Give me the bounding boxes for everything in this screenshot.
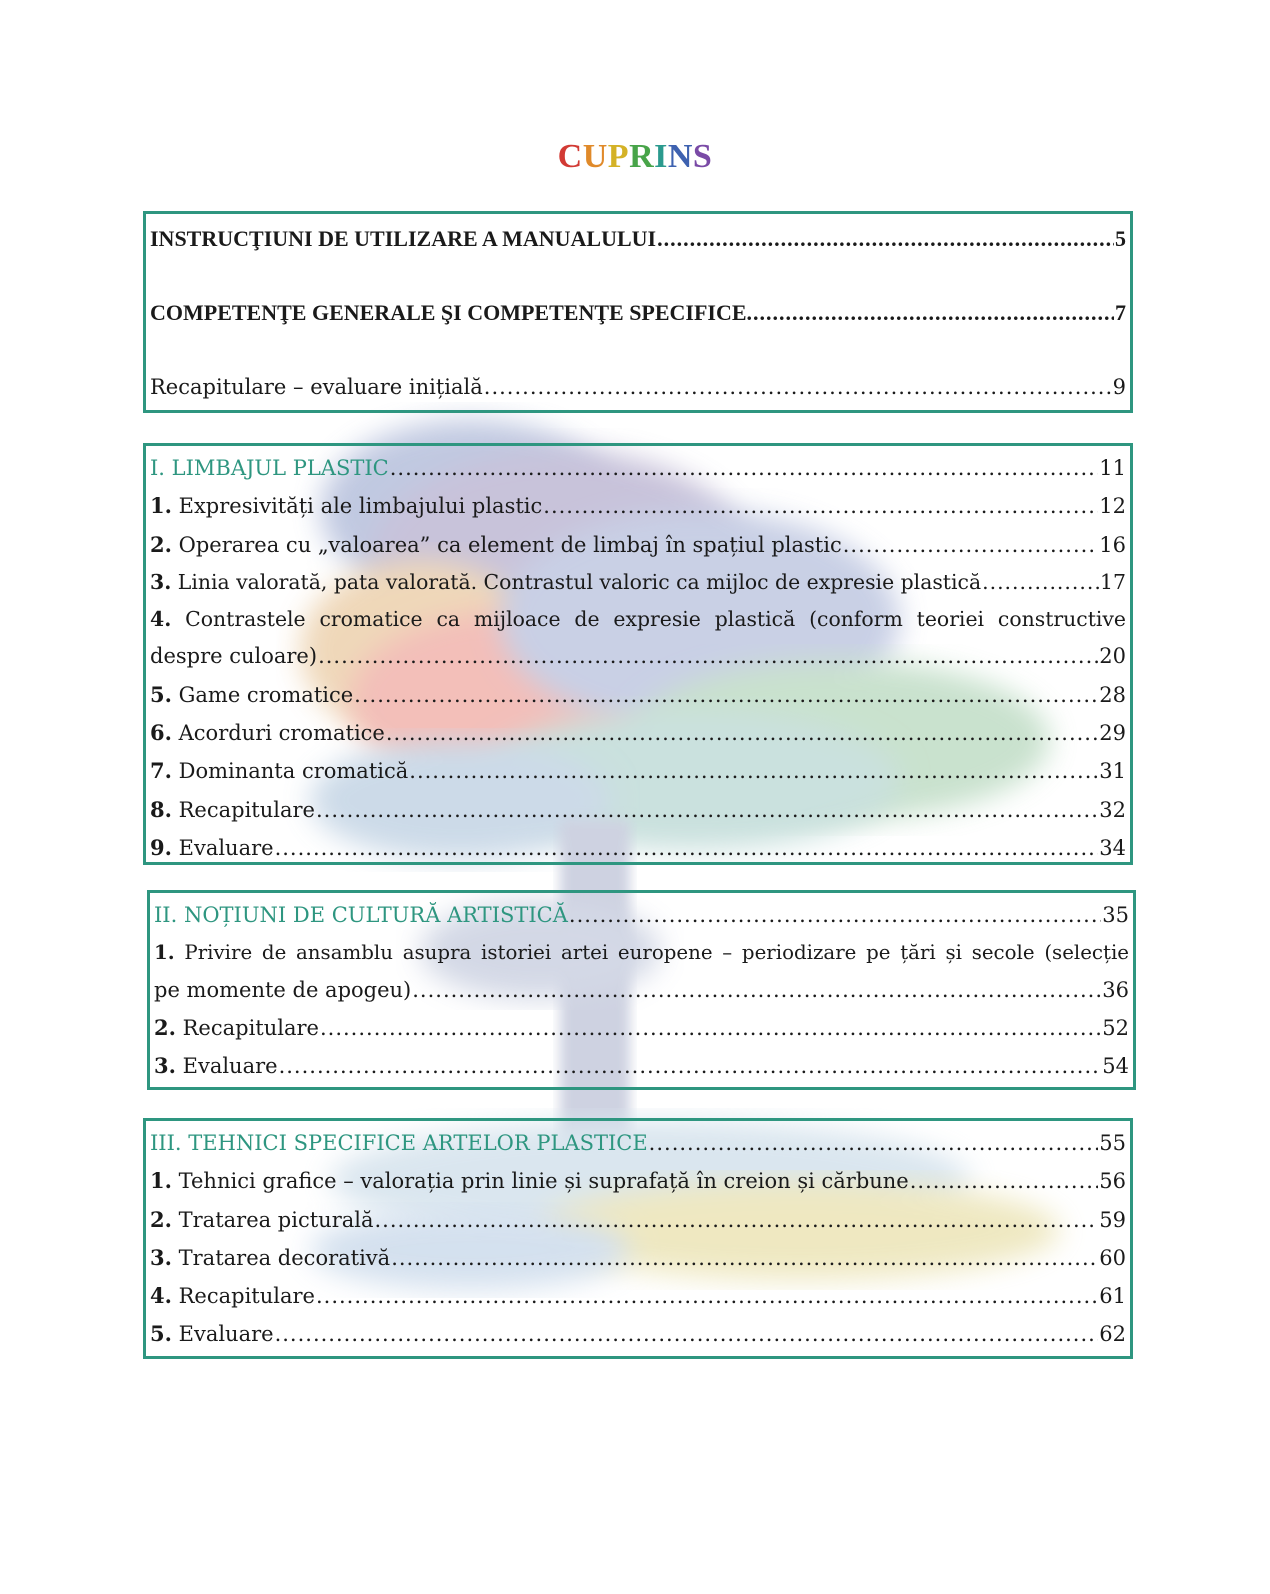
unit-1-section (143, 443, 1133, 865)
toc-page-number: 34 (1099, 835, 1126, 860)
item-number: 2. (154, 1014, 176, 1040)
page-title (0, 138, 1270, 176)
toc-entry-multiline[interactable] (150, 601, 1126, 676)
dot-leader (910, 1163, 1099, 1200)
toc-page-number: 31 (1099, 759, 1126, 784)
toc-entry-label: Evaluare (182, 1054, 278, 1079)
title-letter: U (582, 138, 608, 175)
toc-entry[interactable] (150, 564, 1126, 601)
dot-leader (386, 715, 1098, 752)
toc-page-number: 59 (1099, 1207, 1126, 1232)
toc-entry[interactable] (154, 1047, 1129, 1085)
toc-entry-label-line1: Contrastele cromatice ca mijloace de expresie plastică (conform teoriei constructive (185, 607, 1127, 632)
dot-leader (318, 638, 1098, 675)
toc-entry-label: Recapitulare – evaluare inițială (150, 375, 483, 399)
dot-leader (316, 1278, 1098, 1315)
unit-heading[interactable] (150, 1125, 1126, 1162)
dot-leader (390, 450, 1099, 487)
dot-leader (354, 677, 1098, 714)
toc-entry[interactable] (150, 1277, 1126, 1315)
title-letter: I (654, 138, 668, 175)
toc-page-number: 20 (1099, 644, 1126, 669)
dot-leader (375, 1202, 1099, 1239)
toc-entry-label: Recapitulare (178, 797, 315, 822)
item-number: 4. (150, 607, 172, 632)
item-number: 9. (150, 834, 172, 860)
toc-entry-label: Linia valorată, pata valorată. Contrastul valoric ca mijloc de expresie plastică (177, 569, 982, 594)
toc-entry[interactable] (150, 526, 1126, 564)
item-number: 1. (150, 1168, 172, 1194)
toc-entry[interactable] (150, 1315, 1126, 1353)
item-number: 5. (150, 1321, 172, 1347)
toc-entry[interactable] (150, 1239, 1126, 1277)
item-number: 7. (150, 758, 172, 784)
item-number: 3. (150, 1244, 172, 1270)
toc-entry-label: Recapitulare (178, 1284, 315, 1309)
dot-leader (982, 564, 1099, 601)
item-number: 2. (150, 1206, 172, 1232)
toc-page-number: 55 (1099, 1131, 1126, 1155)
unit-title: I. LIMBAJUL PLASTIC (150, 456, 389, 480)
toc-page-number: 54 (1102, 1054, 1129, 1079)
unit-3-section (143, 1118, 1133, 1359)
toc-page-number: 11 (1099, 456, 1126, 480)
toc-entry-label: Expresivități ale limbajului plastic (178, 494, 543, 519)
toc-entry-label-line1: Privire de ansamblu asupra istoriei artei europene – periodizare pe țări și secole (selecție (184, 941, 1129, 965)
item-number: 3. (154, 1053, 176, 1079)
item-number: 8. (150, 796, 172, 822)
toc-page-number: 16 (1099, 532, 1126, 557)
item-number: 3. (150, 569, 172, 594)
unit-2-section (147, 890, 1136, 1090)
toc-page-number: 9 (1112, 375, 1126, 399)
toc-entry-label: Dominanta cromatică (178, 759, 409, 784)
item-number: 1. (154, 940, 175, 965)
toc-page-number: 12 (1099, 494, 1126, 519)
toc-entry[interactable] (150, 676, 1126, 714)
dot-leader (412, 972, 1101, 1009)
toc-entry-label: Evaluare (178, 1322, 274, 1347)
dot-leader (409, 753, 1098, 790)
dot-leader (753, 294, 1114, 332)
toc-entry-label: Tratarea picturală (178, 1207, 374, 1232)
unit-title: III. TEHNICI SPECIFICE ARTELOR PLASTICE (150, 1131, 648, 1155)
dot-leader (657, 220, 1114, 258)
toc-entry-label: Operarea cu „valoarea” ca element de limbaj în spațiul plastic (178, 532, 842, 557)
unit-heading[interactable] (154, 897, 1129, 934)
toc-entry-label: COMPETENŢE GENERALE ŞI COMPETENŢE SPECIFICE. (150, 300, 753, 325)
toc-entry[interactable] (150, 752, 1126, 790)
dot-leader (649, 1125, 1099, 1162)
title-letter: P (607, 138, 630, 175)
dot-leader (484, 368, 1112, 406)
dot-leader (569, 897, 1101, 934)
toc-page-number: 35 (1102, 903, 1129, 927)
toc-entry-label: Tehnici grafice – valorația prin linie și suprafață în creion și cărbune (178, 1169, 909, 1194)
toc-entry[interactable] (150, 487, 1126, 525)
item-number: 2. (150, 531, 172, 557)
title-letter: R (629, 138, 655, 175)
toc-entry-label: Game cromatice (178, 682, 354, 707)
toc-page-number: 61 (1099, 1284, 1126, 1309)
dot-leader (320, 1010, 1101, 1047)
dot-leader (275, 830, 1099, 867)
toc-entry-label-line2: pe momente de apogeu) (154, 977, 412, 1002)
toc-page-number: 62 (1099, 1322, 1126, 1347)
toc-page-number: 17 (1100, 569, 1126, 594)
item-number: 4. (150, 1283, 172, 1309)
toc-page-number: 52 (1102, 1015, 1129, 1040)
item-number: 5. (150, 681, 172, 707)
toc-page-number: 32 (1099, 797, 1126, 822)
toc-entry-competences[interactable] (150, 294, 1126, 332)
toc-page-number: 36 (1102, 977, 1129, 1002)
toc-entry-multiline[interactable] (154, 934, 1129, 1009)
unit-heading[interactable] (150, 450, 1126, 487)
toc-page-number: 60 (1099, 1245, 1126, 1270)
toc-entry[interactable] (150, 714, 1126, 752)
dot-leader (279, 1048, 1102, 1085)
title-letter: S (692, 138, 713, 175)
title-letter: C (557, 138, 583, 175)
toc-entry[interactable] (150, 1162, 1126, 1200)
toc-entry[interactable] (154, 1009, 1129, 1047)
dot-leader (275, 1316, 1099, 1353)
toc-page-number: 28 (1099, 682, 1126, 707)
toc-entry-instructions[interactable] (150, 220, 1126, 258)
toc-entry[interactable] (150, 829, 1126, 867)
toc-page-number: 56 (1099, 1169, 1126, 1194)
toc-entry[interactable] (150, 791, 1126, 829)
dot-leader (543, 488, 1098, 525)
toc-entry-label: Acorduri cromatice (178, 721, 385, 746)
toc-entry-initial-evaluation[interactable] (150, 368, 1126, 406)
dot-leader (843, 527, 1099, 564)
item-number: 1. (150, 493, 172, 519)
toc-entry-label-line2: despre culoare) (150, 644, 318, 669)
dot-leader (391, 1240, 1098, 1277)
toc-entry-label: INSTRUCŢIUNI DE UTILIZARE A MANUALULUI (150, 226, 657, 251)
toc-entry-label: Recapitulare (182, 1015, 319, 1040)
title-letter: N (667, 138, 693, 175)
toc-page-number: 29 (1099, 721, 1126, 746)
dot-leader (316, 792, 1098, 829)
intro-section (143, 211, 1133, 413)
toc-entry-label: Tratarea decorativă (178, 1245, 391, 1270)
toc-page-number: 5 (1115, 226, 1126, 251)
toc-entry[interactable] (150, 1201, 1126, 1239)
toc-entry-label: Evaluare (178, 835, 274, 860)
item-number: 6. (150, 720, 172, 746)
unit-title: II. NOȚIUNI DE CULTURĂ ARTISTICĂ (154, 903, 568, 927)
toc-page-number: 7 (1115, 300, 1126, 325)
